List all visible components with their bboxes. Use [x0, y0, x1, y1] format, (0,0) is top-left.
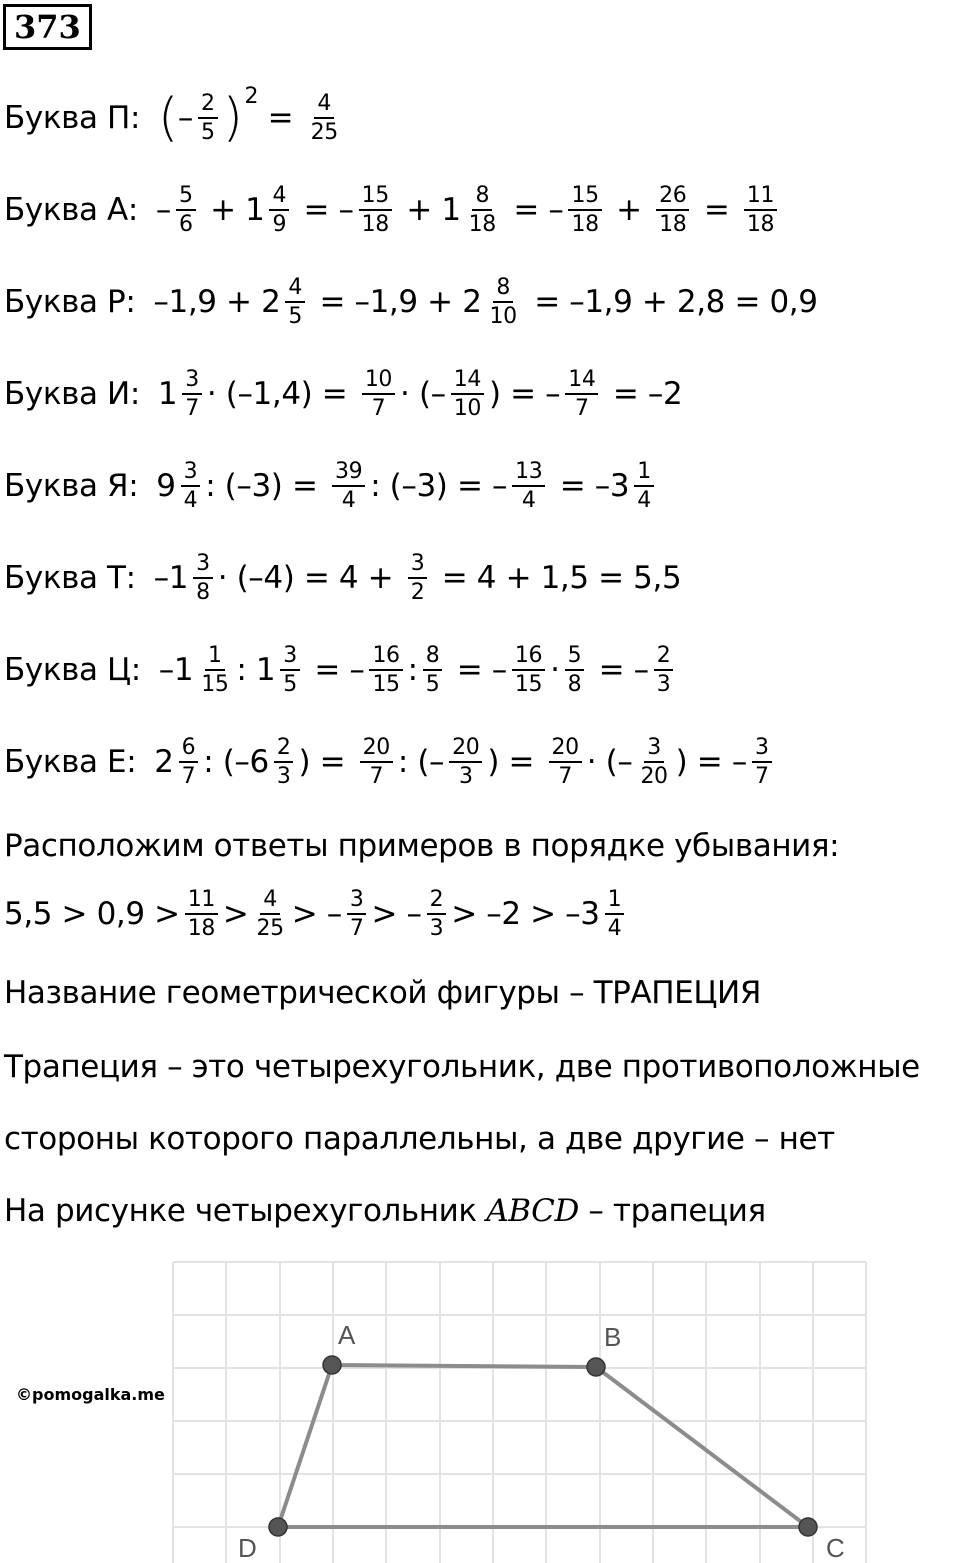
calculation-line [4, 368, 682, 420]
denominator: 7 [754, 764, 769, 790]
numerator: 1 [605, 888, 625, 915]
numerator: 11 [744, 184, 777, 211]
fraction [634, 460, 654, 512]
fraction [449, 736, 482, 788]
point-b [587, 1358, 605, 1376]
numerator: 3 [182, 368, 202, 395]
descending-order [4, 888, 629, 940]
expression-text: = –3 [550, 468, 630, 505]
denominator: 15 [514, 672, 543, 698]
letter-label: Буква Р: [4, 284, 136, 321]
numerator: 4 [314, 92, 334, 119]
fraction [198, 92, 218, 144]
numerator: 3 [408, 552, 428, 579]
expression-text: = –2 [603, 376, 683, 413]
expression-text: –1 [158, 652, 194, 689]
fraction [654, 644, 674, 696]
fraction [568, 184, 601, 236]
numerator: 1 [205, 644, 225, 671]
numerator: 15 [359, 184, 392, 211]
denominator: 15 [201, 672, 229, 698]
fraction [274, 736, 294, 788]
label-c: C [826, 1533, 845, 1563]
expression-text: ) [222, 88, 243, 149]
fraction [308, 92, 341, 144]
denominator: 3 [656, 672, 671, 698]
denominator: 25 [256, 916, 284, 942]
expression-text: · [550, 652, 560, 689]
denominator: 7 [349, 916, 364, 942]
expression-text: = –1,9 + 2,8 = 0,9 [524, 284, 818, 321]
expression-text: · (– [400, 376, 446, 413]
denominator: 25 [310, 120, 338, 146]
fraction [605, 888, 625, 940]
expression-text: : [407, 652, 418, 689]
figure-name: Название геометрической фигуры – ТРАПЕЦИЯ [4, 975, 761, 1011]
fraction [656, 184, 689, 236]
denominator: 10 [453, 396, 481, 422]
numerator: 16 [369, 644, 402, 671]
expression-text: > –2 > –3 [451, 896, 600, 933]
numerator: 1 [634, 460, 654, 487]
fraction [269, 184, 289, 236]
expression-text: + 1 [396, 192, 461, 229]
fraction [549, 736, 582, 788]
fraction [359, 184, 392, 236]
exponent: 2 [244, 83, 259, 109]
denominator: 18 [361, 212, 389, 238]
numerator: 8 [423, 644, 443, 671]
numerator: 15 [568, 184, 601, 211]
numerator: 8 [472, 184, 492, 211]
letter-label: Буква П: [4, 100, 141, 137]
expression-text: · (–4) = 4 + [217, 560, 403, 597]
point-a [323, 1356, 341, 1374]
denominator: 9 [272, 212, 287, 238]
numerator: 39 [332, 460, 365, 487]
numerator: 20 [360, 736, 393, 763]
calculation-line [4, 184, 782, 236]
fraction [512, 644, 545, 696]
numerator: 2 [427, 888, 447, 915]
denominator: 10 [489, 304, 517, 330]
numerator: 5 [565, 644, 585, 671]
fraction [565, 644, 585, 696]
expression-text: + [606, 192, 652, 229]
label-d: D [238, 1533, 257, 1563]
fraction [637, 736, 670, 788]
calculation-line [4, 276, 818, 328]
denominator: 18 [659, 212, 687, 238]
denominator: 5 [201, 120, 215, 146]
fraction [193, 552, 213, 604]
denominator: 7 [369, 764, 384, 790]
fraction [360, 736, 393, 788]
numerator: 3 [181, 460, 201, 487]
expression-text: > [222, 896, 249, 933]
point-d [269, 1518, 287, 1536]
expression-text: – [155, 192, 172, 229]
numerator: 13 [512, 460, 545, 487]
denominator: 4 [341, 488, 356, 514]
letter-label: Буква И: [4, 376, 140, 413]
denominator: 7 [558, 764, 572, 790]
expression-text: 9 [156, 468, 176, 505]
expression-text: 5,5 > 0,9 > [4, 896, 180, 933]
expression-text: – [177, 100, 194, 137]
denominator: 3 [429, 916, 444, 942]
expression-text: –1 [153, 560, 189, 597]
denominator: 3 [276, 764, 291, 790]
numerator: 10 [362, 368, 395, 395]
expression-text: > – [291, 896, 342, 933]
letter-label: Буква Т: [4, 560, 136, 597]
letter-label: Буква А: [4, 192, 138, 229]
fraction [179, 736, 199, 788]
calculation-line [4, 552, 681, 604]
fraction [198, 644, 231, 696]
trapezoid-figure [0, 1250, 960, 1563]
fraction [744, 184, 777, 236]
expression-text: = – [503, 192, 564, 229]
numerator: 4 [260, 888, 280, 915]
fraction [362, 368, 395, 420]
fraction [280, 644, 300, 696]
definition-line-2: стороны которого параллельны, а две другие – нет [4, 1121, 835, 1157]
expression-text: ( [158, 88, 178, 149]
expression-text: = – [304, 652, 365, 689]
denominator: 18 [468, 212, 496, 238]
denominator: 5 [288, 304, 303, 330]
fraction [285, 276, 305, 328]
label-b: B [604, 1322, 622, 1352]
numerator: 3 [347, 888, 367, 915]
caption-text-before: На рисунке четырехугольник [4, 1193, 487, 1229]
denominator: 18 [187, 916, 215, 942]
caption-math-abcd: ABCD [486, 1193, 579, 1229]
numerator: 2 [198, 92, 218, 119]
credit: ©pomogalka.me [16, 1385, 165, 1404]
denominator: 5 [283, 672, 297, 698]
numerator: 8 [493, 276, 513, 303]
expression-text: · (– [586, 744, 633, 781]
numerator: 26 [656, 184, 689, 211]
fraction [512, 460, 545, 512]
expression-text: > – [371, 896, 422, 933]
denominator: 6 [179, 212, 193, 238]
fraction [752, 736, 772, 788]
letter-label: Буква Ц: [4, 652, 141, 689]
numerator: 5 [176, 184, 196, 211]
expression-text: : (–3) = [205, 468, 327, 505]
expression-text: ) = – [675, 744, 747, 781]
expression-text: : (–6 [203, 744, 269, 781]
point-c [799, 1518, 817, 1536]
denominator: 5 [425, 672, 440, 698]
expression-text: : (– [397, 744, 445, 781]
denominator: 7 [185, 396, 199, 422]
expression-text: = [258, 100, 303, 137]
fraction [369, 644, 402, 696]
expression-text: = –1,9 + 2 [310, 284, 482, 321]
fraction [347, 888, 367, 940]
order-heading: Расположим ответы примеров в порядке убывания: [4, 828, 840, 864]
label-a: A [338, 1320, 356, 1350]
expression-text: –1,9 + 2 [153, 284, 281, 321]
denominator: 20 [640, 764, 668, 790]
calculation-line [4, 644, 678, 696]
expression-text: ) = [487, 744, 544, 781]
numerator: 3 [644, 736, 664, 763]
numerator: 14 [565, 368, 598, 395]
denominator: 15 [372, 672, 400, 698]
numerator: 14 [451, 368, 484, 395]
fraction [254, 888, 287, 940]
fraction [181, 460, 201, 512]
expression-text: = – [447, 652, 507, 689]
fraction [176, 184, 196, 236]
numerator: 20 [549, 736, 582, 763]
fraction [423, 644, 443, 696]
denominator: 4 [607, 916, 622, 942]
calculation-line [4, 736, 777, 788]
expression-text: + 1 [200, 192, 265, 229]
fraction [565, 368, 598, 420]
letter-label: Буква Е: [4, 744, 137, 781]
denominator: 4 [183, 488, 198, 514]
denominator: 7 [575, 396, 589, 422]
expression-text: 1 [157, 376, 178, 413]
trapezoid-abcd [278, 1365, 808, 1527]
numerator: 3 [752, 736, 772, 763]
denominator: 8 [196, 580, 210, 606]
denominator: 8 [567, 672, 582, 698]
denominator: 4 [637, 488, 651, 514]
expression-text: = [694, 192, 739, 229]
numerator: 2 [274, 736, 294, 763]
expression-text: : (–3) = – [370, 468, 508, 505]
definition-line-1: Трапеция – это четырехугольник, две противоположные [4, 1049, 920, 1085]
fraction [182, 368, 202, 420]
numerator: 6 [179, 736, 199, 763]
expression-text: : 1 [236, 652, 276, 689]
numerator: 11 [185, 888, 218, 915]
expression-text: = – [294, 192, 354, 229]
numerator: 4 [285, 276, 305, 303]
caption-text-after: – трапеция [578, 1193, 766, 1229]
denominator: 2 [410, 580, 425, 606]
fraction [185, 888, 218, 940]
fraction [408, 552, 428, 604]
expression-text: 2 [154, 744, 174, 781]
numerator: 4 [269, 184, 289, 211]
expression-text: ) = – [488, 376, 561, 413]
denominator: 4 [521, 488, 536, 514]
letter-label: Буква Я: [4, 468, 139, 505]
expression-text: · (–1,4) = [206, 376, 357, 413]
denominator: 3 [458, 764, 473, 790]
problem-number: 373 [3, 4, 92, 50]
fraction [332, 460, 365, 512]
numerator: 20 [449, 736, 482, 763]
expression-text: = 4 + 1,5 = 5,5 [432, 560, 682, 597]
numerator: 3 [280, 644, 300, 671]
denominator: 7 [181, 764, 196, 790]
fraction [451, 368, 484, 420]
fraction [466, 184, 499, 236]
calculation-line [4, 83, 346, 149]
numerator: 2 [654, 644, 674, 671]
denominator: 18 [571, 212, 599, 238]
drawing-caption [4, 1193, 766, 1229]
denominator: 7 [371, 396, 386, 422]
expression-text: = – [589, 652, 649, 689]
denominator: 18 [746, 212, 775, 238]
numerator: 16 [512, 644, 545, 671]
fraction [427, 888, 447, 940]
fraction [487, 276, 520, 328]
expression-text: ) = [298, 744, 355, 781]
numerator: 3 [193, 552, 213, 579]
calculation-line [4, 460, 659, 512]
